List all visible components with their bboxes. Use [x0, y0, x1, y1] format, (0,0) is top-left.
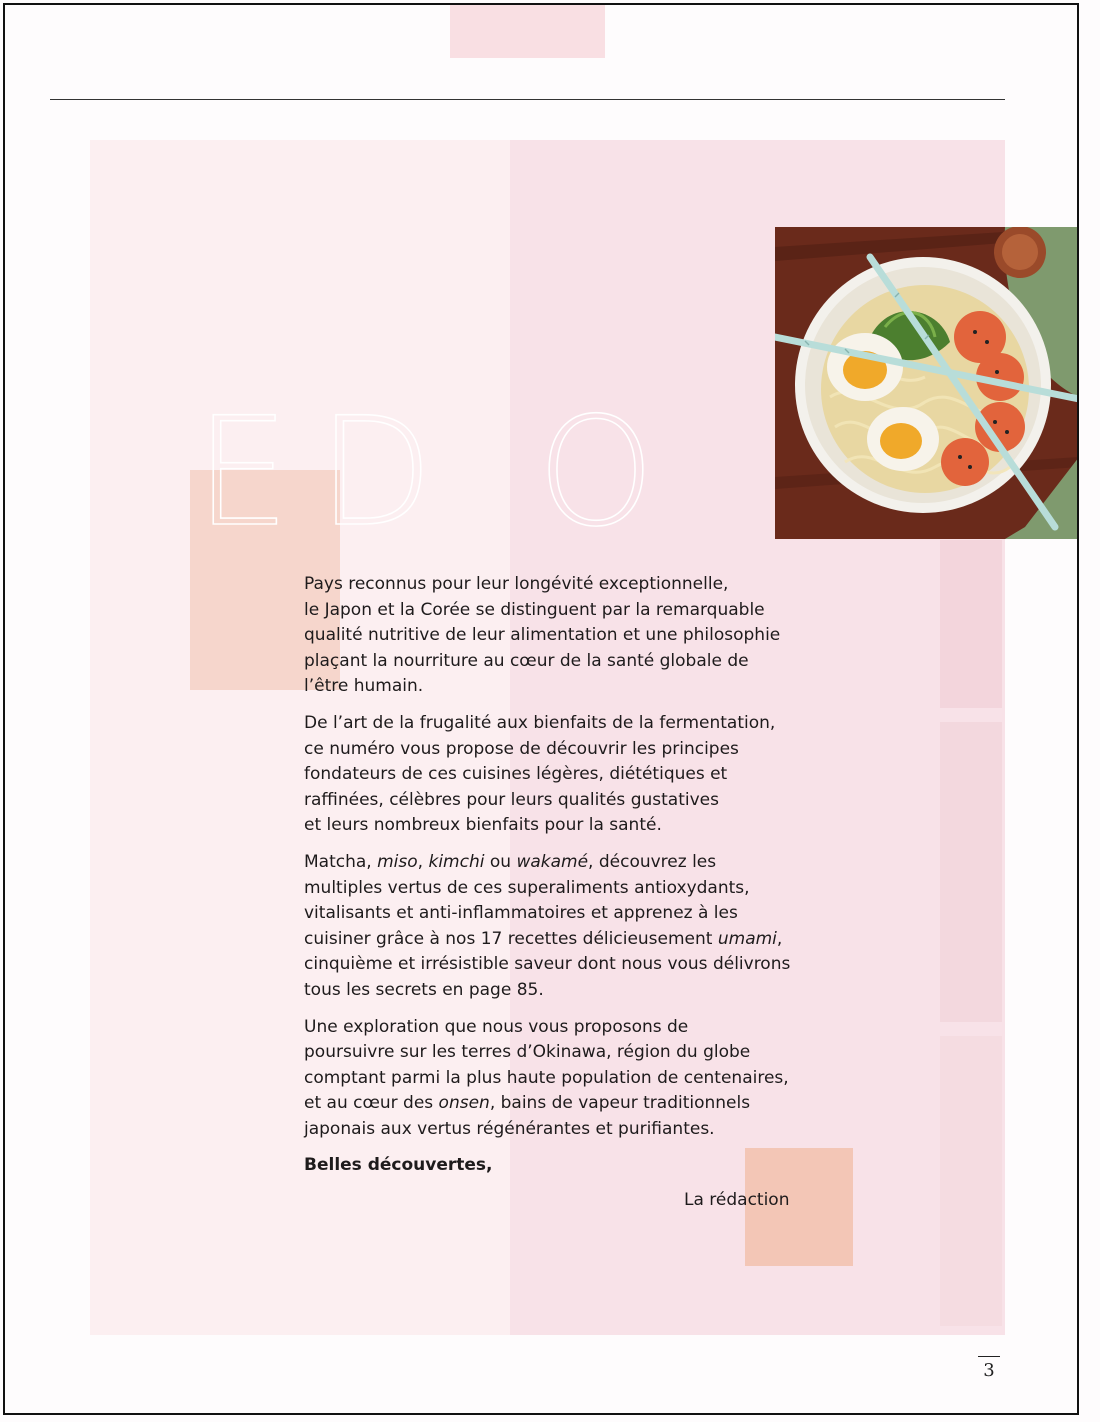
- text-run: et au cœur des: [304, 1093, 439, 1114]
- text-run: ,: [417, 851, 429, 872]
- paragraph-3: [304, 850, 804, 1004]
- ramen-bowl-illustration: [775, 227, 1079, 539]
- text-line: plaçant la nourriture au cœur de la santé globale de: [304, 650, 749, 671]
- text-line: tous les secrets en page 85.: [304, 979, 544, 1000]
- text-line: raffinées, célèbres pour leurs qualités gustatives: [304, 789, 719, 810]
- text-line: japonais aux vertus régénérantes et purifiantes.: [304, 1118, 715, 1139]
- top-pink-tab: [450, 5, 605, 58]
- italic-term: wakamé: [516, 851, 589, 872]
- text-line: fondateurs de ces cuisines légères, diététiques et: [304, 764, 728, 785]
- italic-term: onsen: [438, 1093, 490, 1114]
- text-line: l’être humain.: [304, 676, 424, 697]
- text-line: [304, 850, 804, 876]
- text-line: cinquième et irrésistible saveur dont nous vous délivrons: [304, 954, 791, 975]
- text-line: le Japon et la Corée se distinguent par la remarquable: [304, 599, 765, 620]
- signature: La rédaction: [684, 1190, 790, 1210]
- closing-line: Belles découvertes,: [304, 1155, 493, 1176]
- text-run: , découvrez les: [588, 851, 717, 872]
- page-number: 3: [978, 1360, 1000, 1381]
- italic-term: umami: [717, 928, 777, 949]
- italic-term: miso: [377, 851, 418, 872]
- editorial-body: [304, 572, 804, 1190]
- background-panel: [940, 722, 1002, 1022]
- ramen-bowl-photo: [775, 227, 1079, 539]
- text-line: Une exploration que nous vous proposons de: [304, 1016, 689, 1037]
- text-line: comptant parmi la plus haute population de centenaires,: [304, 1067, 789, 1088]
- text-line: vitalisants et anti-inflammatoires et apprenez à les: [304, 903, 738, 924]
- text-line: [304, 1091, 804, 1117]
- header-rule: [50, 99, 1005, 100]
- text-line: ce numéro vous propose de découvrir les principes: [304, 738, 739, 759]
- background-panel: [940, 1036, 1002, 1326]
- text-run: , bains de vapeur traditionnels: [489, 1093, 751, 1114]
- text-run: ou: [484, 851, 517, 872]
- text-run: ,: [776, 928, 783, 949]
- text-run: Matcha,: [304, 851, 378, 872]
- text-line: qualité nutritive de leur alimentation et une philosophie: [304, 625, 781, 646]
- text-line: et leurs nombreux bienfaits pour la santé.: [304, 815, 662, 836]
- text-line: multiples vertus de ces superaliments antioxydants,: [304, 877, 750, 898]
- italic-term: kimchi: [428, 851, 485, 872]
- paragraph-2: [304, 711, 804, 839]
- background-panel: [940, 540, 1002, 708]
- paragraph-4: [304, 1015, 804, 1143]
- text-line: [304, 927, 804, 953]
- text-line: Pays reconnus pour leur longévité exceptionnelle,: [304, 574, 729, 594]
- text-line: De l’art de la frugalité aux bienfaits de la fermentation,: [304, 712, 776, 733]
- text-run: cuisiner grâce à nos 17 recettes délicieusement: [304, 928, 718, 949]
- text-line: poursuivre sur les terres d’Okinawa, région du globe: [304, 1042, 751, 1063]
- paragraph-1: [304, 572, 804, 700]
- editorial-headline: ED O: [195, 386, 684, 560]
